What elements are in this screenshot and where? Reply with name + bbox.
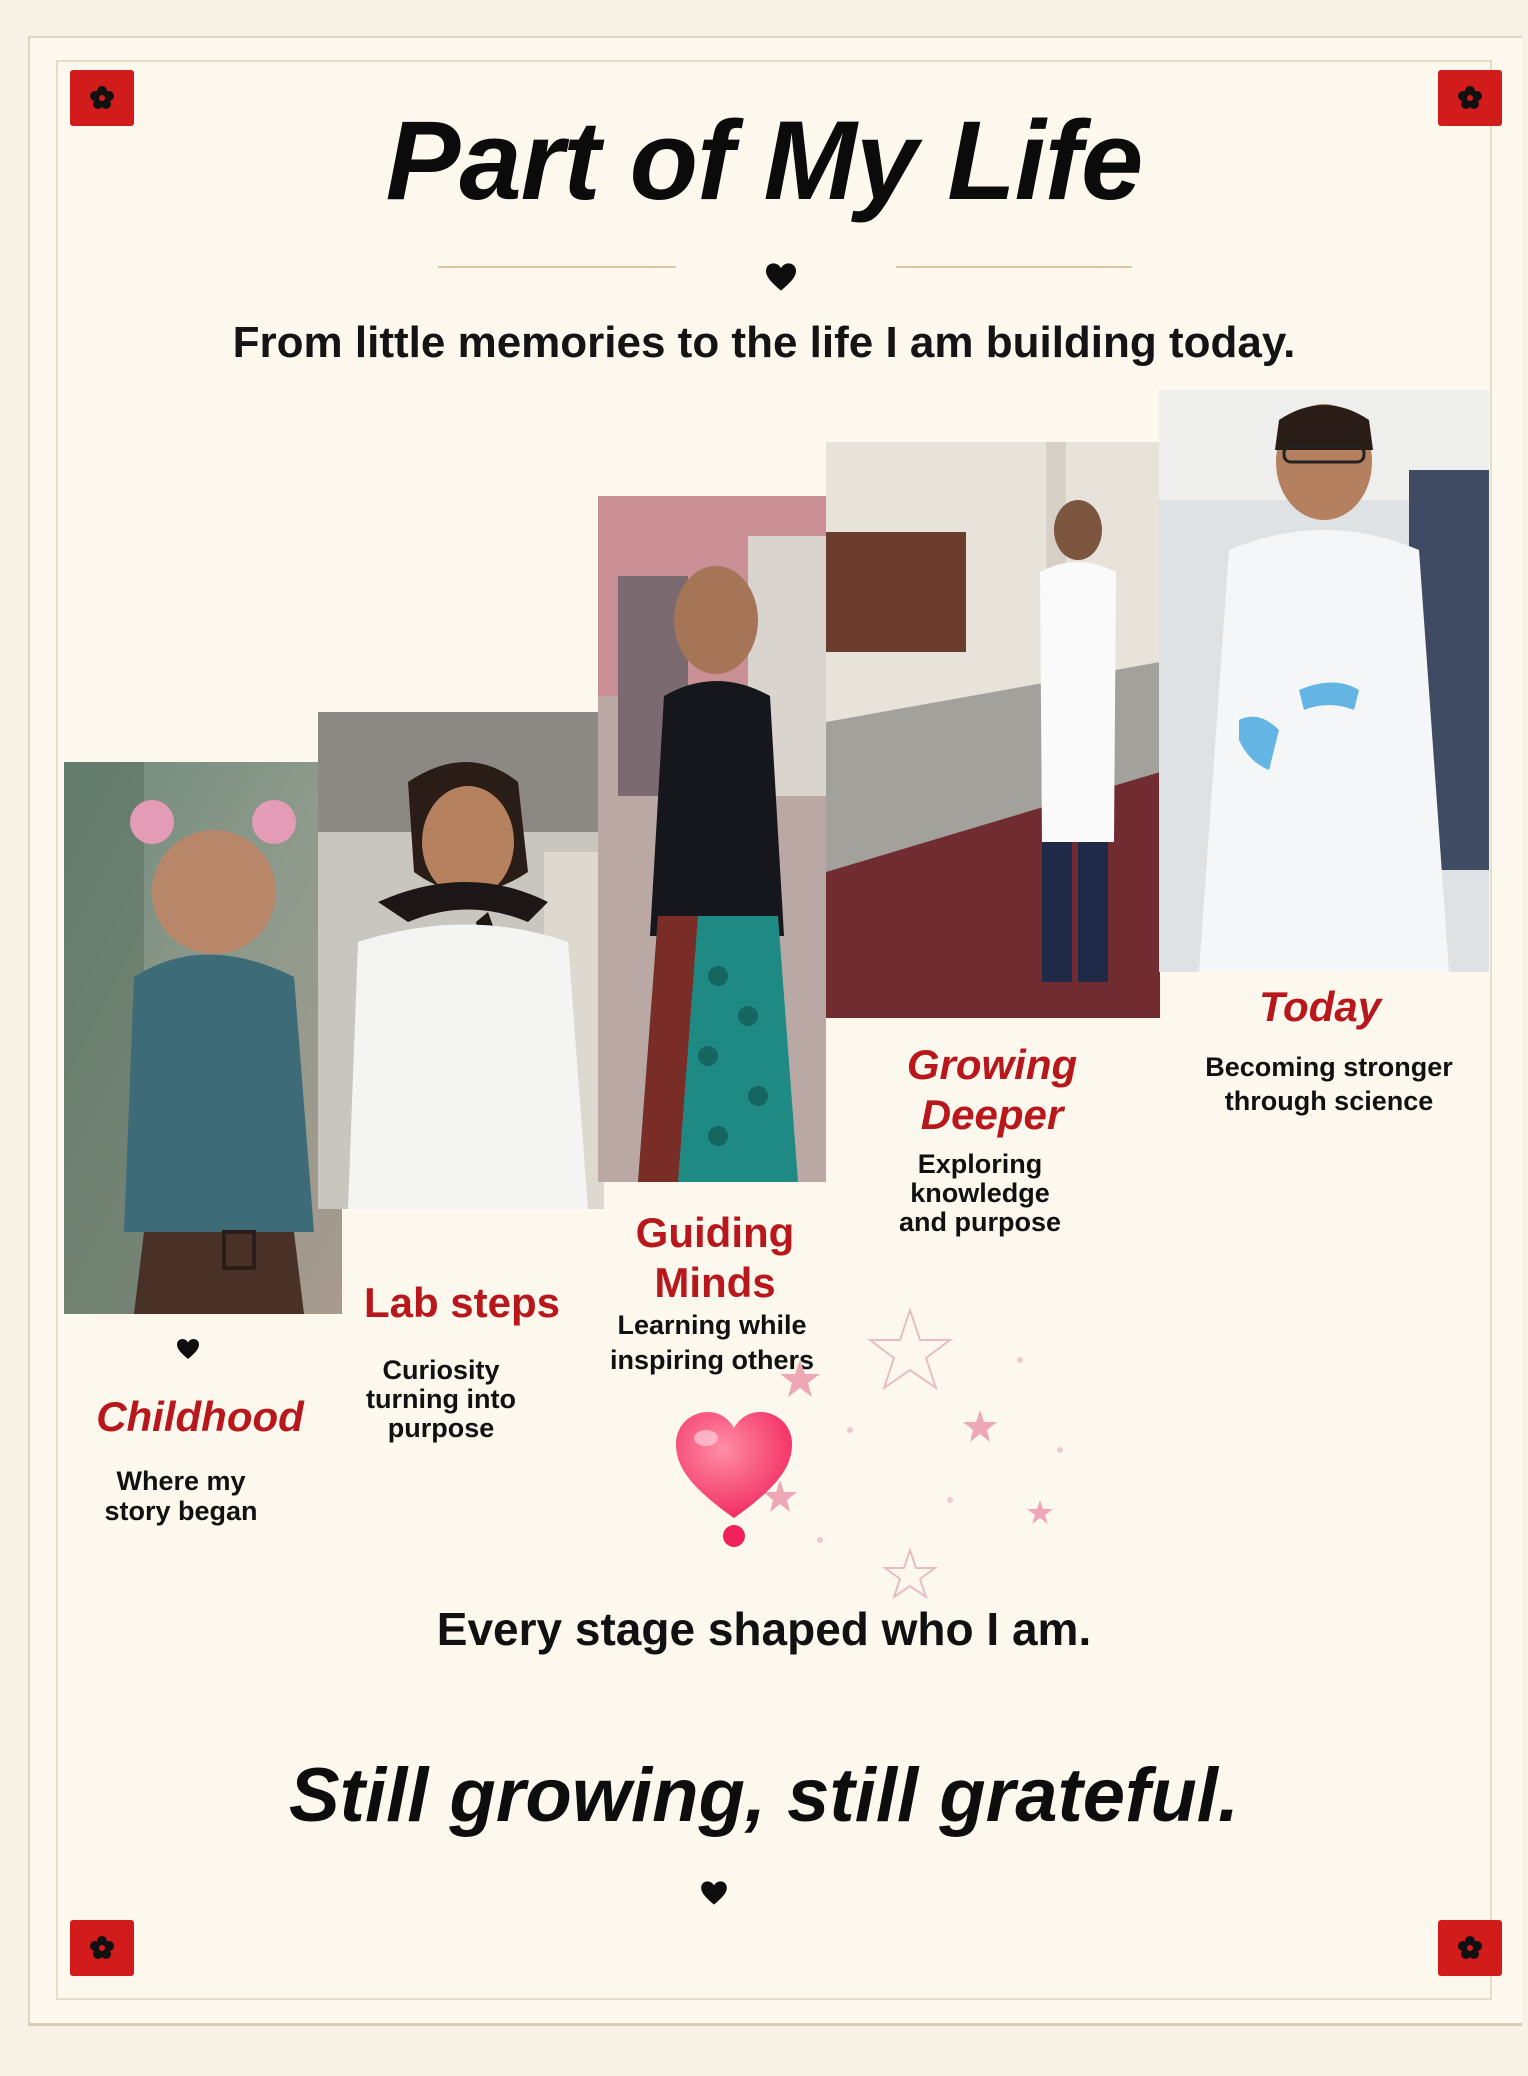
stage-title-growing-deeper — [870, 1040, 1114, 1140]
photo-guiding-minds — [598, 496, 826, 1182]
title-line: Deeper — [920, 1091, 1064, 1138]
stage-title-lab-steps: Lab steps — [363, 1279, 561, 1326]
title-line: Minds — [654, 1259, 776, 1306]
desc-line: through science — [1224, 1086, 1434, 1116]
desc-line: Learning while — [617, 1310, 807, 1340]
stage-desc-today — [1174, 1050, 1484, 1118]
photo-today — [1159, 390, 1489, 972]
desc-line: Curiosity — [382, 1355, 500, 1385]
desc-line: story began — [104, 1496, 258, 1526]
desc-line: inspiring others — [609, 1345, 815, 1375]
divider-left — [438, 266, 676, 268]
desc-line: Where my — [116, 1466, 246, 1496]
stage-desc-lab-steps — [346, 1356, 536, 1443]
heart-icon — [764, 262, 798, 292]
photo-childhood — [64, 762, 342, 1314]
desc-line: Becoming stronger — [1205, 1052, 1453, 1082]
photo-lab-steps — [318, 712, 604, 1209]
photo-growing-deeper — [826, 442, 1160, 1018]
heart-icon — [700, 1880, 728, 1906]
desc-line: and purpose — [898, 1207, 1061, 1237]
page-title: Part of My Life — [385, 98, 1143, 223]
flower-icon — [70, 1920, 134, 1976]
stage-desc-growing-deeper — [870, 1150, 1090, 1237]
heart-exclamation-icon — [672, 1408, 796, 1548]
tagline: Every stage shaped who I am. — [436, 1603, 1092, 1655]
stage-title-childhood: Childhood — [96, 1393, 304, 1440]
title-line: Growing — [906, 1041, 1078, 1088]
subtitle: From little memories to the life I am building today. — [232, 318, 1296, 367]
sparkle-stars-icon — [760, 1300, 1100, 1600]
stage-title-today: Today — [1258, 983, 1382, 1030]
heart-icon — [176, 1338, 200, 1360]
stage-title-guiding-minds — [600, 1208, 830, 1308]
flower-icon — [1438, 1920, 1502, 1976]
desc-line: turning into — [366, 1384, 516, 1414]
closing-line: Still growing, still grateful. — [288, 1753, 1240, 1838]
desc-line: knowledge — [910, 1178, 1050, 1208]
desc-line: Exploring — [917, 1149, 1043, 1179]
divider-right — [896, 266, 1132, 268]
stage-desc-childhood — [76, 1466, 286, 1526]
desc-line: purpose — [387, 1413, 495, 1443]
title-line: Guiding — [635, 1209, 795, 1256]
